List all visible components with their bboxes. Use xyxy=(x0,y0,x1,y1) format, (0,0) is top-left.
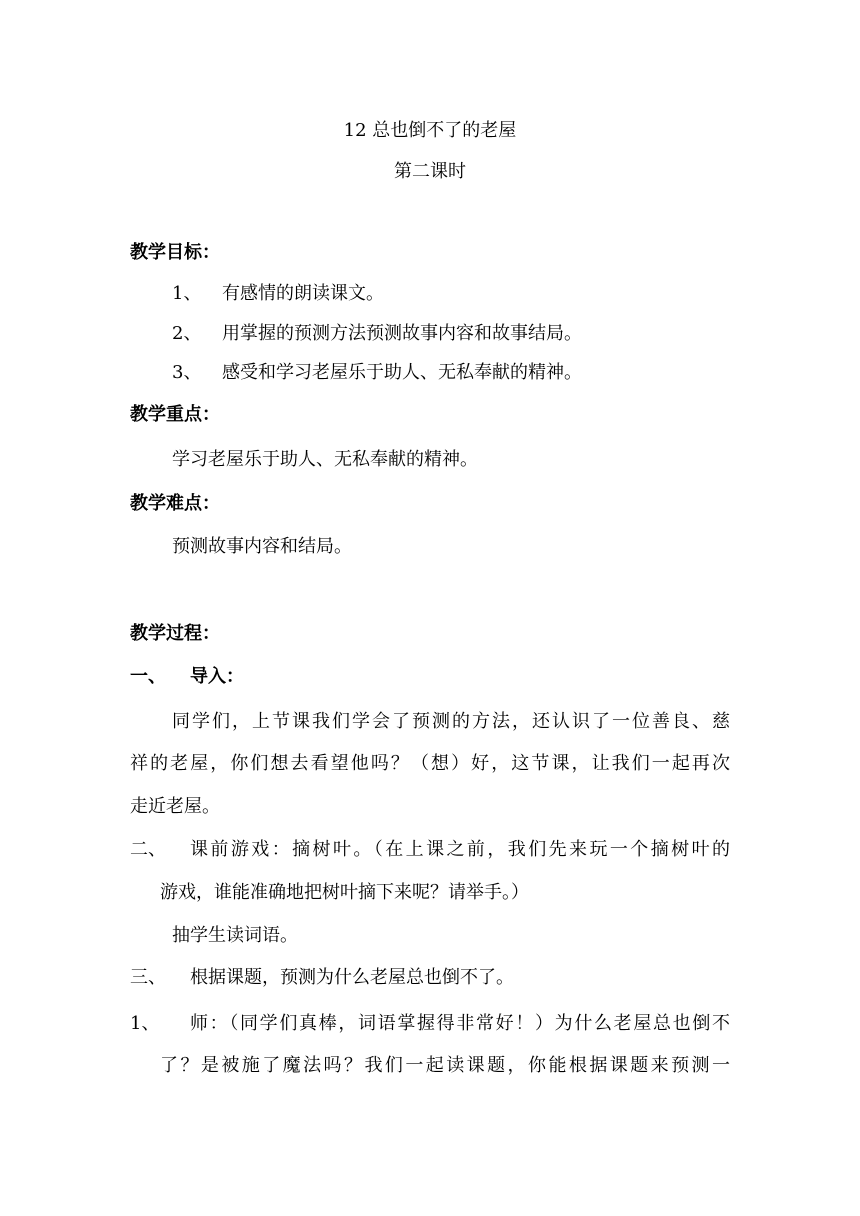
section-number: 三、 xyxy=(130,967,166,988)
objective-text: 有感情的朗读课文。 xyxy=(222,283,384,304)
section-heading xyxy=(130,666,244,688)
objective-item xyxy=(172,323,582,345)
objective-number: 3、 xyxy=(172,362,202,383)
section-text-line: 课前游戏：摘树叶。（在上课之前，我们先来玩一个摘树叶的 xyxy=(190,839,730,860)
section-text-line: 游戏，谁能准确地把树叶摘下来呢？请举手。） xyxy=(160,882,529,903)
objective-text: 用掌握的预测方法预测故事内容和故事结局。 xyxy=(222,323,582,344)
paragraph-line: 祥的老屋，你们想去看望他吗？（想）好，这节课，让我们一起再次 xyxy=(130,753,730,774)
process-heading: 教学过程： xyxy=(130,623,220,644)
objectives-heading: 教学目标： xyxy=(130,242,220,263)
doc-subtitle: 第二课时 xyxy=(394,161,466,182)
objective-number: 2、 xyxy=(172,323,202,344)
difficult-points-text: 预测故事内容和结局。 xyxy=(172,536,352,557)
section-extra-text: 抽学生读词语。 xyxy=(172,925,298,946)
section-number: 一、 xyxy=(130,666,166,687)
section-title: 导入： xyxy=(190,666,244,687)
key-points-text: 学习老屋乐于助人、无私奉献的精神。 xyxy=(172,449,478,470)
section-number: 二、 xyxy=(130,839,166,860)
paragraph-line: 同学们，上节课我们学会了预测的方法，还认识了一位善良、慈 xyxy=(172,711,730,732)
objective-item xyxy=(172,283,384,305)
difficult-points-heading: 教学难点： xyxy=(130,493,220,514)
item-text-line: 了？是被施了魔法吗？我们一起读课题，你能根据课题来预测一 xyxy=(160,1055,730,1076)
objective-number: 1、 xyxy=(172,283,202,304)
paragraph-line: 走近老屋。 xyxy=(130,796,220,817)
item-number: 1、 xyxy=(130,1013,160,1034)
objective-text: 感受和学习老屋乐于助人、无私奉献的精神。 xyxy=(222,362,582,383)
key-points-heading: 教学重点： xyxy=(130,404,220,425)
item-text-line: 师：（同学们真棒，词语掌握得非常好！）为什么老屋总也倒不 xyxy=(190,1013,730,1034)
objective-item xyxy=(172,362,582,384)
doc-title: 12 总也倒不了的老屋 xyxy=(343,120,517,141)
section-text: 根据课题，预测为什么老屋总也倒不了。 xyxy=(190,967,514,988)
